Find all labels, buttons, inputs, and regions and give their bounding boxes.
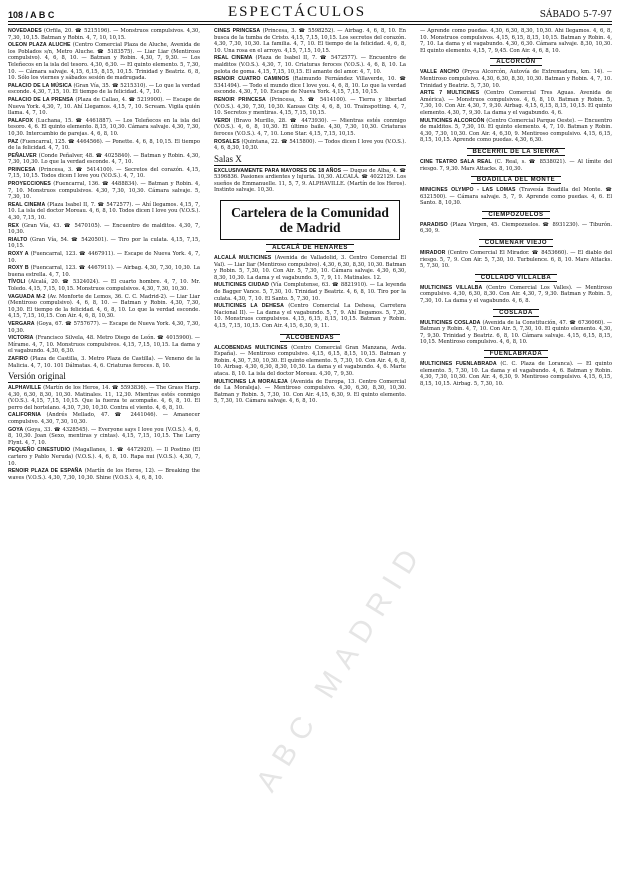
town-heading	[420, 176, 612, 185]
listing-entry	[8, 223, 200, 236]
town-name: BOADILLA DEL MONTE	[471, 176, 561, 184]
listing-entry	[8, 294, 200, 320]
venue-name: CINE TEATRO SALA REAL	[420, 158, 492, 165]
listing-entry	[8, 279, 200, 292]
column-2	[214, 28, 406, 876]
listing-entry	[214, 76, 406, 96]
watermark: ABC MADRID	[250, 535, 431, 798]
venue-listing: (C. C. Plaza de Loranca). — El quinto elemento. 5, 7,30, 10. La dama y el vagabundo. 4, 6. Batman y Robin. 4,30, 7,30, 10,30. Con Air. 4, 6,30, 9. Mentiroso compulsivo. 4,15, 6,15, 8,15, 10,15. Airbag. 5, 7,30, 10.	[420, 361, 612, 387]
listing-entry	[8, 251, 200, 264]
venue-listing: (Fuencarral, 123. ☎ 4467911). — Escape de Nueva York. 4, 7, 10.	[8, 251, 200, 264]
venue-listing: (Raimundo Fernández Villaverde, 10. ☎ 5341494). — Todo el mundo dice I love you. 4, 6, 8, 10. Lo que la verdad esconde. 4,30, 7, 10. Escape de Nueva York. 4,15, 7,15, 10,15.	[214, 76, 406, 96]
listing-entry	[8, 202, 200, 222]
listing-entry	[8, 42, 200, 82]
venue-name: MIRADOR	[420, 250, 446, 257]
town-heading	[214, 334, 406, 343]
venue-listing: (Gran Vía, 54. ☎ 5420501). — Tiro por la culata. 4,15, 7,15, 10,15.	[8, 236, 200, 250]
venue-name: REX	[8, 222, 19, 229]
page-date: SÁBADO 5-7-97	[539, 10, 612, 20]
venue-listing: (Quintana, 22. ☎ 5415800). — Todos dicen I love you (V.O.S.). 4, 6, 8,30, 10,30.	[214, 138, 406, 152]
venue-listing: (Princesa, 3. ☎ 5414100). — Secretos del corazón. 4,15, 7,15, 10,15. Todos dicen I love you (V.O.S.). 4, 7, 10.	[8, 166, 200, 180]
listing-entry	[420, 90, 612, 116]
listing-entry	[420, 118, 612, 144]
venue-name: MULTICINES FUENLABRADA	[420, 361, 497, 367]
listing-entry	[8, 167, 200, 180]
listing-entry	[8, 321, 200, 334]
venue-listing: (Bravo Murillo, 28. ☎ 4473930). — Mientras estés conmigo (V.O.S.). 4, 6, 8, 10,30. El último baile. 4,30, 7,30, 10,30. Criaturas feroces (V.O.S.). 4, 7, 10. Lone Star. 4,15, 7,15, 10,15.	[214, 117, 406, 137]
listing-entry	[8, 265, 200, 278]
header-rule	[8, 21, 612, 22]
section-heading-vo: Versión original	[8, 371, 200, 383]
venue-name: PEÑALVER	[8, 152, 37, 159]
listing-entry	[420, 222, 612, 235]
listing-entry	[8, 181, 200, 201]
listing-entry	[8, 356, 200, 369]
venue-listing: — Duque de Alba, 4. ☎ 5396836. Pasiones ardientes y lujuria. 10,30. ALCALÁ. ☎ 4022129. Los sueños de Emmanuelle. 11, 5, 7, 9. ALPHAVILLE. (Martín de los Heros). Instinto salvaje. 10,30.	[214, 167, 406, 194]
listing-entry	[8, 447, 200, 467]
listing-entry	[8, 139, 200, 152]
listing-entry	[214, 118, 406, 138]
listing-entry	[214, 28, 406, 54]
venue-listing: (Martín de los Heros, 12). — Breaking the waves (V.O.S.). 4,30, 7,30, 10,30. Shine (V.O.S.). 4, 6, 8, 10.	[8, 468, 200, 481]
venue-listing: (Plaza de Castilla, 3. Metro Plaza de Castilla). — Veneno de la Malicia. 4, 7, 10. 101 Dálmatas. 4, 6. Criaturas feroces. 8, 10.	[8, 355, 200, 369]
section-title: ESPECTÁCULOS	[227, 4, 367, 20]
venue-listing: (Centro Comercial La Dehesa, Carretera Nacional II). — La dama y el vagabundo. 5, 7, 9. Ahí llegamos. 5, 7,30, 10. Monstruos compulsivos. 4,15, 6,15, 8,15, 10,15. Batman y Robin. 4,15, 7,15, 10,15. Con Air. 4,15, 6,30, 9, 11.	[214, 303, 406, 329]
venue-listing: (Centro Comercial El Mirador. ☎ 8453660). — El diablo del riesgo. 5, 7, 9. Con Air. 5, 7,30, 10. Turbulence. 6, 8, 10. Mars Attacks. 5, 7,30, 10.	[420, 250, 612, 270]
listing-entry	[420, 320, 612, 346]
venue-name: ALCOBENDAS MULTICINES	[214, 344, 288, 351]
venue-listing: (Princesa, 5. ☎ 5414100). — Tierra y libertad (V.O.S.). 4,30, 7,30, 10,30. Kansas City. 4, 6, 8, 10. Trainspotting. 4, 7, 10. Secretos y mentiras. 4,15, 7,15, 10,15.	[214, 96, 406, 117]
venue-listing: (Francisco Silvela, 48. Metro Diego de León. ☎ 4015900). — Mírame. 4, 7, 10. Monstruos compulsivos. 4,15, 7,15, 10,15. La dama y el vagabundo. 4,30, 6,30.	[8, 335, 200, 355]
venue-name: PEQUEÑO CINESTUDIO	[8, 447, 71, 454]
venue-name: ALPHAVILLE	[8, 385, 42, 392]
town-name: COLMENAR VIEJO	[479, 239, 553, 247]
town-name: ALCOBENDAS	[280, 334, 340, 342]
venue-name: EXCLUSIVAMENTE PARA MAYORES DE 18 AÑOS	[214, 167, 342, 174]
venue-listing: (Andrés Mellado, 47. ☎ 2441046). — Amanecer compulsivo. 4,30, 7,30, 10,30.	[8, 412, 200, 426]
listing-entry	[8, 412, 200, 425]
listing-entry	[8, 97, 200, 117]
venue-name: RENOIR PRINCESA	[214, 96, 266, 103]
town-name: BECERRIL DE LA SIERRA	[467, 148, 566, 156]
venue-name: RENOIR CUATRO CAMINOS	[214, 76, 290, 83]
town-heading	[420, 211, 612, 220]
venue-name: PALACIO DE LA PRENSA	[8, 96, 74, 103]
town-name: ALCALÁ DE HENARES	[266, 244, 354, 252]
venue-listing: (Gran Vía, 43. ☎ 5470105). — Encuentro de malditos. 4,30, 7, 10,30.	[8, 222, 200, 236]
listing-entry	[420, 28, 612, 54]
venue-listing: (Goya, 67. ☎ 5757677). — Escape de Nueva York. 4,30, 7,30, 10,30.	[8, 320, 200, 334]
venue-listing: (Avenida de la Constitución, 47. ☎ 6736060). — Batman y Robin. 4, 7, 10. Con Air. 5, 7,30, 10. El quinto elemento. 4,30, 7, 9,30. Trinidad y Beatriz. 6, 8, 10. Cámara salvaje. 4,15, 6,15, 8,15, 10,15. Mentiroso compulsivo. 4, 6, 8, 10.	[420, 319, 612, 346]
section-heading-salas-x: Salas X	[214, 154, 406, 166]
venue-listing: (Fuencarral, 123. ☎ 4467911). — Airbag. 4,30, 7,30, 10,30. La buena estrella. 4, 7, 10.	[8, 265, 200, 278]
venue-listing: (Av. Monforte de Lemos, 36. C. C. Madrid-2). — Liar Liar (Mentiroso compulsivo). 4, 6, 8, 10. — Batman y Robin. 4,30, 7,30, 10,30. El tiempo de la felicidad. 4, 6, 8, 10. Lo que la verdad esconde. 4,15, 7,15, 10,15. Con Air. 4, 6, 8, 10,30.	[8, 293, 200, 320]
venue-name: MULTICINES VILLALBA	[420, 284, 483, 291]
venue-name: GOYA	[8, 426, 24, 433]
venue-listing: (Orfila, 20. ☎ 5215196). — Monstruos compulsivos. 4,30, 7,30, 10,15. Batman y Robin. 4, 7, 10, 10,15.	[8, 28, 200, 41]
listing-entry	[8, 427, 200, 447]
venue-name: OLEON PLAZA ALUCHE	[8, 42, 71, 49]
venue-listing: (Fuencarral, 136. ☎ 4488834). — Batman y Robin. 4, 7, 10. Monstruos compulsivos. 4,30, 7,30, 10,30. Cámara salvaje. 5, 7,30, 10.	[8, 181, 200, 201]
town-name: FUENLABRADA	[484, 350, 549, 358]
venue-name: NOVEDADES	[8, 28, 42, 34]
town-name: CIEMPOZUELOS	[482, 211, 549, 219]
venue-name: PRINCESA	[8, 166, 36, 173]
listing-entry	[420, 361, 612, 387]
venue-name: MULTICINES COSLADA	[420, 319, 481, 326]
venue-name: MULTICINES ALCORCÓN	[420, 117, 485, 124]
venue-name: VICTORIA	[8, 335, 34, 342]
town-heading	[420, 309, 612, 318]
town-heading	[420, 274, 612, 283]
venue-name: PAZ	[8, 138, 19, 145]
town-heading	[420, 239, 612, 248]
venue-listing: — Aprende como puedas. 4,30, 6,30, 8,30, 10,30. Ahí llegamos. 4, 6, 8, 10. Monstruos compulsivos. 4,15, 6,15, 8,15, 10,15. Batman y Robin. 4, 7, 10. La dama y el vagabundo. 4,30, 6,30. Cámara salvaje. 8,30, 10,30. El quinto elemento. 4,15, 7, 9,45. Con Air. 4, 6, 8, 10.	[420, 28, 612, 54]
venue-listing: (Centro Comercial Parque Oeste). — Encuentro de malditos. 5, 7,30, 10. El quinto elemento. 4, 7, 10. Batman y Robin. 4,30, 7,30, 10,30. Con Air. 4, 6,30, 9. Mentiroso compulsivo. 4,15, 6,15, 8,15, 10,15. Aprende como puedas. 4,30, 6,30.	[420, 117, 612, 144]
venue-name: MULTICINES CIUDAD	[214, 282, 269, 289]
listing-entry	[214, 379, 406, 405]
venue-listing: (Avenida de Europa, 13. Centro Comercial de La Moraleja). — Mentiroso compulsivo. 4,30, 6,30, 8,30, 10,30. Batman y Robin. 5, 7,30, 10. Con Air. 4,15, 6,30, 9. El quinto elemento. 5, 7,30, 10. Cámara salvaje. 4, 6, 8, 10.	[214, 378, 406, 405]
venue-listing: (Luchana, 15. ☎ 4461887). — Los Teleñecos en la isla del tesoro. 4, 6. El quinto elemento. 8,15, 10,30. Cámara salvaje. 4,30, 7,30, 10,30. Intercambio de parejas. 4, 6, 8, 10.	[8, 117, 200, 137]
column-1	[8, 28, 200, 876]
town-name: COLLADO VILLALBA	[475, 274, 558, 282]
venue-listing: (Plaza Isabel II, 7. ☎ 5472577). — Ahí llegamos. 4,15, 7, 10. La isla del doctor Moreau. 4, 6, 8, 10. Todos dicen I love you (V.O.S.). 4,30, 7,15, 10.	[8, 201, 200, 222]
venue-name: ARTE 7 MULTICINES	[420, 90, 480, 97]
listing-entry	[214, 345, 406, 378]
listing-entry	[8, 118, 200, 138]
venue-listing: (Goya, 33. ☎ 4328545). — Everyone says I love you (V.O.S.). 4, 6, 8, 10,30. Joan (Sexo, mentiras y cintas). 4,15, 7,15, 10,15. The Larry Flynt. 4, 7, 10.	[8, 426, 200, 446]
venue-name: CINES PRINCESA	[214, 28, 261, 34]
venue-listing: (Avenida de Valladolid, 3. Centro Comercial El Val). — Liar liar (Mentiroso compulsivo). 4,30, 6,30, 8,30, 10,30. Batman y Robin. 5, 7,30, 10. Con Air. 5, 7,30, 10. Cámara salvaje. 4,30, 6,30, 8,30, 10,30. La dama y el vagabundo. 5, 7, 9, 11. Matinales. 12.	[214, 255, 406, 281]
page-ref: 108 / A B C	[8, 10, 55, 20]
listing-entry	[8, 237, 200, 250]
venue-listing: (Alcalá, 20. ☎ 5324024). — El cuarto hombre. 4, 7, 10. Mr. Toledo. 4,15, 7,15, 10,15. Monstruos compulsivos. 4,30, 7,30, 10,30.	[8, 279, 200, 292]
listing-entry	[214, 303, 406, 329]
venue-listing: (Gran Vía, 35. ☎ 5215310). — Lo que la verdad esconde. 4,30, 7,15, 10. El tiempo de la felicidad. 4, 7, 10.	[8, 82, 200, 96]
venue-name: CALIFORNIA	[8, 412, 41, 419]
venue-listing: (Princesa, 3. ☎ 5598252). — Airbag. 4, 6, 8, 10. En busca de la tumba de Cristo. 4,15, 7,15, 10,15. Los secretos del corazón. 4,30, 7,30, 10,30. La familia. 4, 7, 10. El tiempo de la felicidad. 4, 6, 8, 10. Una rosa en el arroyo. 4,15, 7,15, 10,15.	[214, 28, 406, 54]
listing-entry	[214, 255, 406, 281]
column-3	[420, 28, 612, 876]
venue-listing: (Centro Comercial Tres Aguas. Avenida de América). — Monstruos compulsivos. 4, 6, 8, 10. Batman y Robin. 5, 7,30, 10. Con Air. 4,30, 7, 9,30. Airbag. 4,15, 6,15, 8,15, 10,15. El quinto elemento. 4,30, 7, 9,30. La dama y el vagabundo. 4, 6.	[420, 90, 612, 116]
listing-entry	[214, 282, 406, 302]
venue-name: VERDI	[214, 117, 231, 124]
listing-entry	[420, 285, 612, 305]
header-rule-thin	[8, 24, 612, 25]
listing-entry	[214, 139, 406, 152]
venue-name: REAL CINEMA	[8, 201, 46, 208]
venue-name: ROXY B	[8, 265, 29, 272]
listing-entry	[8, 385, 200, 411]
listing-entry	[420, 159, 612, 172]
venue-listing: (Plaza de Isabel II, 7. ☎ 5472577). — Encuentro de malditos (V.O.S.). 4,30, 7, 10. Criaturas feroces (V.O.S.). 4, 6, 8, 10. La pelota de goma. 4,15, 7,15, 10,15. El amante del amor. 4, 7, 10.	[214, 55, 406, 75]
venue-name: PALAFOX	[8, 117, 34, 124]
venue-name: PROYECCIONES	[8, 181, 51, 188]
listing-entry	[8, 83, 200, 96]
venue-name: TÍVOLI	[8, 279, 26, 286]
venue-name: RIALTO	[8, 236, 28, 243]
venue-name: VERGARA	[8, 320, 35, 327]
venue-listing: (Martín de los Heros, 14. ☎ 5593836). — The Grass Harp. 4,30, 6,30, 8,30, 10,30. Matinales. 11, 12,30. Mientras estés conmigo (V.O.S.). 4,15, 7,15, 10,15. Que la fuerza te acompañe. 4, 6, 8, 10. El perro del hortelano. 4,30, 7,30, 10,30. Contra el viento. 4, 6, 8, 10.	[8, 385, 200, 411]
venue-listing: (Magallanes, 1. ☎ 4472920). — Il Postino (El cartero y Pablo Neruda) (V.O.S.). 4, 6, 8, 10. Rapa nui (V.O.S.). 4,30, 7, 10.	[8, 447, 200, 467]
town-name: ALCORCÓN	[490, 58, 541, 66]
listing-entry	[214, 168, 406, 194]
listing-entry	[8, 335, 200, 355]
venue-listing: (Travesía Boadilla del Monte. ☎ 6321500). — Cámara salvaje. 5, 7, 9. Aprende como puedas. 4, 6. El Santo. 8, 10,30.	[420, 187, 612, 207]
cartelera-box-title: Cartelera de la Comunidad de Madrid	[220, 200, 400, 240]
venue-listing: (Conde Peñalver, 48. ☎ 4025840). — Batman y Robin. 4,30, 7,30, 10,30. Lo que la verdad esconde. 4, 7, 10.	[8, 152, 200, 166]
venue-name: MULTICINES LA DEHESA	[214, 303, 284, 310]
town-heading	[420, 148, 612, 157]
venue-listing: (Plaza de Callao, 4. ☎ 5219900). — Escape de Nueva York. 4,30, 7, 10. Ahí Llegamos. 4,15, 7, 10. Scream. Vigila quién llama. 4, 7, 10.	[8, 96, 200, 117]
venue-name: RENOIR PLAZA DE ESPAÑA	[8, 468, 83, 475]
venue-listing: (Plaza Virgen, 45. Ciempozuelos. ☎ 8931230). — Tiburón. 6,30, 9.	[420, 221, 612, 235]
venue-listing: (Centro Comercial Plaza de Aluche, Avenida de los Poblados s/n, Metro Aluche. ☎ 5183575). — Liar Liar (Mentiroso compulsivo). 4, 6, 8, 10. — Batman y Robin. 4,30, 7, 9,30. — Los Teleñecos en la isla del tesoro. 4,30, 6,30. — El quinto elemento. 5, 7,30, 10. — Cámara salvaje. 4,15, 6,15, 8,15, 10,15. Trinidad y Beatriz. 6, 8, 10. Sólo los viernes y sábados sesión de madrugada.	[8, 42, 200, 82]
listing-entry	[420, 69, 612, 89]
venue-name: ROXY A	[8, 251, 29, 257]
venue-name: ROSALES	[214, 138, 240, 145]
listing-entry	[8, 468, 200, 481]
town-heading	[420, 58, 612, 67]
venue-name: MULTICINES LA MORALEJA	[214, 378, 288, 385]
venue-name: VALLE ANCHO	[420, 69, 460, 76]
venue-listing: (Pryca Alcorcón, Autovía de Extremadura, km. 14). — Mentiroso compulsivo. 4,30, 6,30, 8,30, 10,30. Batman y Robin. 4, 7, 10. Trinidad y Beatriz. 5, 7,30, 10.	[420, 69, 612, 89]
venue-name: REAL CINEMA	[214, 55, 253, 62]
venue-listing: (Vía Complutense, 63. ☎ 8821910). — La leyenda de Bagger Vance. 5, 7,30, 10. Trinidad y Beatriz. 4, 6, 8, 10. Tiro por la culata. 4,30, 7, 10. El Santo. 5, 7,30, 10.	[214, 282, 406, 302]
venue-name: PARADISO	[420, 221, 448, 228]
listing-entry	[214, 97, 406, 117]
listing-entry	[8, 153, 200, 166]
town-heading	[214, 244, 406, 253]
venue-name: VAGUADA M-2	[8, 293, 46, 300]
venue-listing: (Centro Comercial Gran Manzana, Avda. España). — Mentiroso compulsivo. 4,15, 6,15, 8,15, 10,15. Batman y Robin. 4,30, 7,30, 10,30. El quinto elemento. 5, 7,30, 10. Con Air. 4, 6, 8, 10. Airbag. 4,30, 6,30, 8,30, 10,30. La dama y el vagabundo. 4, 6. Marte ataca. 8, 10. La isla del doctor Moreau. 4,30, 7, 9,30.	[214, 344, 406, 377]
town-heading	[420, 350, 612, 359]
masthead	[8, 4, 612, 20]
venue-listing: (Fuencarral, 125. ☎ 4464566). — Ponette. 4, 6, 8, 10,15. El tiempo de la felicidad. 4, 7, 10.	[8, 138, 200, 152]
venue-name: ALCALÁ MULTICINES	[214, 255, 272, 262]
venue-listing: (C. Real, s. ☎ 8538021). — Al límite del riesgo. 7, 9,30. Mars Attacks. 8, 10,30.	[420, 158, 612, 172]
venue-listing: (Centro Comercial Los Valles). — Mentiroso compulsivo. 4,30, 6,30, 8,30. Con Air. 4,30, 7, 9,30. Batman y Robin. 5, 7,30, 10. La dama y el vagabundo. 4, 6, 8.	[420, 284, 612, 305]
listing-entry	[8, 28, 200, 41]
listing-entry	[420, 187, 612, 207]
venue-name: ZAFIRO	[8, 355, 28, 362]
venue-name: PALACIO DE LA MÚSICA	[8, 82, 72, 89]
town-name: COSLADA	[493, 309, 539, 317]
venue-name: MINICINES OLYMPO - LAS LOMAS	[420, 187, 516, 194]
listing-entry	[214, 55, 406, 75]
listing-entry	[420, 250, 612, 270]
